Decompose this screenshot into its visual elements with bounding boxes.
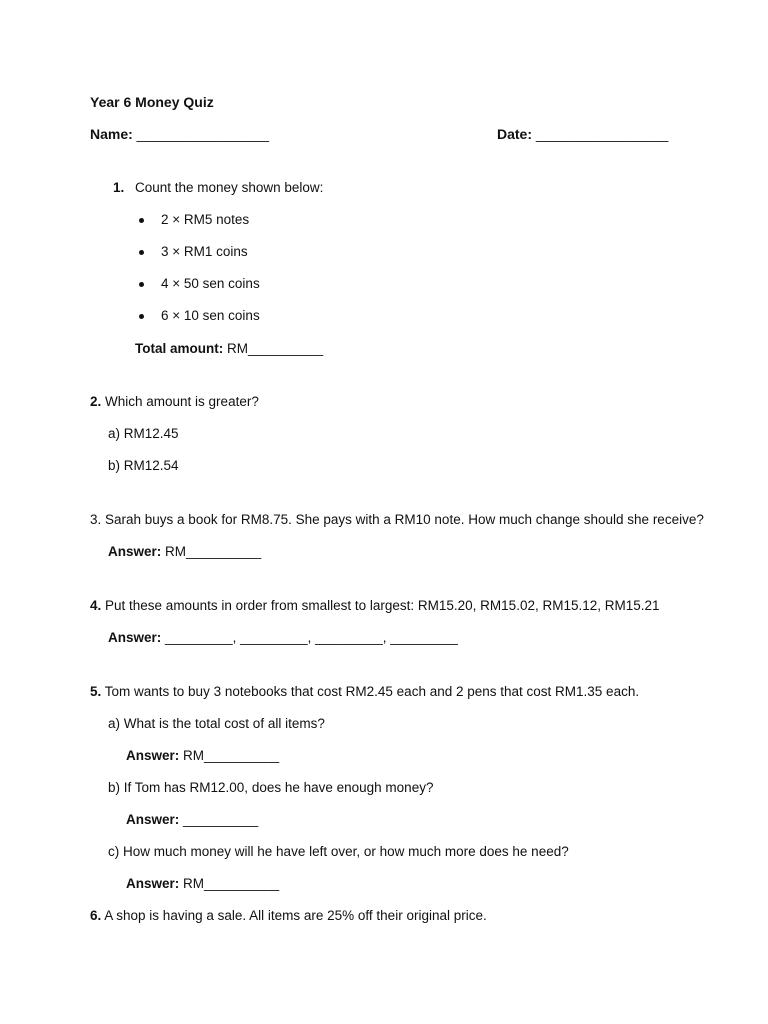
q6-number: 6.: [90, 908, 102, 923]
date-blank: _________________: [532, 126, 669, 142]
q5-answer-c-label: Answer:: [126, 876, 180, 891]
q3-prompt: 3. Sarah buys a book for RM8.75. She pays with a RM10 note. How much change should she receive?: [90, 512, 704, 527]
name-blank: _________________: [132, 126, 270, 142]
q5-answer-c: [126, 875, 279, 893]
date-label: Date:: [497, 126, 533, 142]
q5-answer-a: [126, 747, 279, 765]
q2-option-b: b) RM12.54: [108, 458, 179, 473]
q1-item: 4 × 50 sen coins: [161, 276, 260, 291]
q5-part-a: a) What is the total cost of all items?: [108, 716, 325, 731]
date-field: [497, 125, 668, 143]
q1-item: 2 × RM5 notes: [161, 212, 250, 227]
q5-prompt: Tom wants to buy 3 notebooks that cost RM2.45 each and 2 pens that cost RM1.35 each.: [101, 684, 640, 699]
q4-number: 4.: [90, 598, 102, 613]
q4-prompt: Put these amounts in order from smallest to largest: RM15.20, RM15.02, RM15.12, RM15.21: [101, 598, 660, 613]
q5-answer-b-blank: __________: [179, 812, 259, 827]
q6-prompt: A shop is having a sale. All items are 25% off their original price.: [101, 908, 487, 923]
q4-answer-blank: _________, _________, _________, _________: [161, 630, 458, 645]
q5-part-b: b) If Tom has RM12.00, does he have enough money?: [108, 780, 434, 795]
q5-prompt-line: [90, 683, 639, 701]
page-title: Year 6 Money Quiz: [90, 94, 214, 110]
q3-answer-label: Answer:: [108, 544, 162, 559]
bullet-icon: [139, 218, 144, 223]
q3-answer: [108, 543, 261, 561]
q1-item: 3 × RM1 coins: [161, 244, 248, 259]
q2-prompt: Which amount is greater?: [101, 394, 259, 409]
q4-prompt-line: [90, 597, 660, 615]
q4-answer-label: Answer:: [108, 630, 162, 645]
q2-prompt-line: [90, 393, 259, 411]
q1-total-label: Total amount:: [135, 341, 224, 356]
bullet-icon: [139, 282, 144, 287]
q1-prompt: Count the money shown below:: [135, 180, 324, 195]
name-label: Name:: [90, 126, 133, 142]
q2-number: 2.: [90, 394, 102, 409]
q4-answer: [108, 629, 458, 647]
q1-total: [135, 340, 323, 358]
q5-part-c: c) How much money will he have left over, or how much more does he need?: [108, 844, 569, 859]
q5-answer-c-blank: RM__________: [179, 876, 280, 891]
q5-answer-b: [126, 811, 258, 829]
q5-answer-a-blank: RM__________: [179, 748, 280, 763]
q3-answer-blank: RM__________: [161, 544, 262, 559]
bullet-icon: [139, 314, 144, 319]
q2-option-a: a) RM12.45: [108, 426, 179, 441]
q1-number: 1.: [113, 180, 125, 195]
name-field: [90, 125, 269, 143]
q1-item: 6 × 10 sen coins: [161, 308, 260, 323]
q6-prompt-line: [90, 907, 487, 925]
q5-answer-a-label: Answer:: [126, 748, 180, 763]
q5-answer-b-label: Answer:: [126, 812, 180, 827]
q1-total-blank: RM__________: [223, 341, 324, 356]
bullet-icon: [139, 250, 144, 255]
q5-number: 5.: [90, 684, 102, 699]
